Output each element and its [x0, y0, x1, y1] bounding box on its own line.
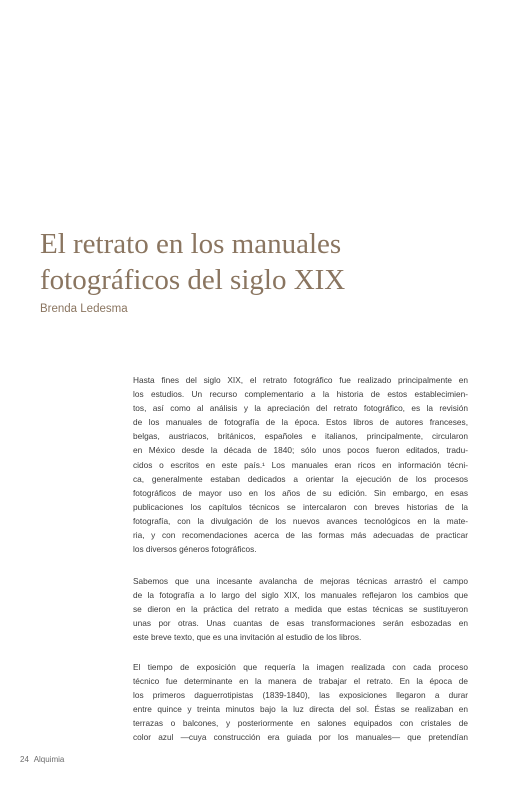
text-line: fotografía, con la divulgación de los nuevos avances tecnológicos en la mate-: [133, 515, 468, 526]
text-line: cidos o escritos en este país.¹ Los manuales eran ricos en información técni-: [133, 459, 468, 470]
text-line: publicaciones los capítulos técnicos se intercalaron con breves historias de la: [133, 501, 468, 512]
text-line: técnico fue determinante en la manera de trabajar el retrato. En la época de: [133, 676, 468, 687]
text-line: Sabemos que una incesante avalancha de mejoras técnicas arrastró el campo: [133, 576, 468, 586]
text-line: belgas, austriacos, británicos, españoles e italianos, principalmente, circularon: [133, 431, 468, 442]
text-line: se dieron en la práctica del retrato a medida que estas técnicas se sustituyeron: [133, 604, 468, 615]
text-line: El tiempo de exposición que requería la imagen realizada con cada proceso: [133, 662, 468, 672]
article-title-line: fotográficos del siglo XIX: [40, 264, 346, 296]
page-number: 24: [20, 755, 29, 764]
body-paragraph: [133, 574, 468, 644]
text-line: color azul —cuya construcción era guiada por los manuales— que pretendían: [133, 732, 468, 743]
text-line: fotográficos de mayor uso en los años de su edición. Sin embargo, en esas: [133, 487, 468, 498]
publication-name: Alquimia: [33, 755, 65, 764]
text-line: entre quince y treinta minutos bajo la luz directa del sol. Éstas se realizaban en: [133, 704, 468, 715]
text-line: Hasta fines del siglo XIX, el retrato fotográfico fue realizado principalmente en: [133, 375, 468, 385]
text-line: de los manuales de fotografía de la época. Estos libros de autores franceses,: [133, 417, 468, 428]
text-line: unas por otras. Unas cuantas de esas transformaciones serán esbozadas en: [133, 618, 468, 629]
body-paragraph: [133, 373, 468, 556]
text-line: los diversos géneros fotográficos.: [133, 544, 257, 555]
text-line: terrazas o balcones, y posteriormente en salones equipados con cristales de: [133, 718, 468, 729]
text-line: los estudios. Un recurso complementario a la historia de estos establecimien-: [133, 389, 468, 400]
body-paragraph: [133, 660, 468, 745]
page-footer: [20, 755, 64, 764]
article-title-line: El retrato en los manuales: [40, 228, 342, 260]
text-line: los primeros daguerrotipistas (1839-1840), las exposiciones llegaron a durar: [133, 690, 468, 701]
article-author: Brenda Ledesma: [40, 303, 128, 315]
article-title: [40, 226, 500, 298]
text-line: tos, así como al análisis y la apreciación del retrato fotográfico, es la revisión: [133, 403, 468, 414]
text-line: ca, generalmente estaban dedicados a orientar la ejecución de los procesos: [133, 473, 468, 484]
text-line: este breve texto, que es una invitación al estudio de los libros.: [133, 632, 362, 643]
text-line: de la fotografía a lo largo del siglo XIX, los manuales reflejaron los cambios que: [133, 590, 468, 601]
text-line: en México desde la década de 1840; sólo unos pocos fueron editados, tradu-: [133, 445, 468, 456]
text-line: ria, y con recomendaciones acerca de las formas más adecuadas de practicar: [133, 530, 468, 541]
